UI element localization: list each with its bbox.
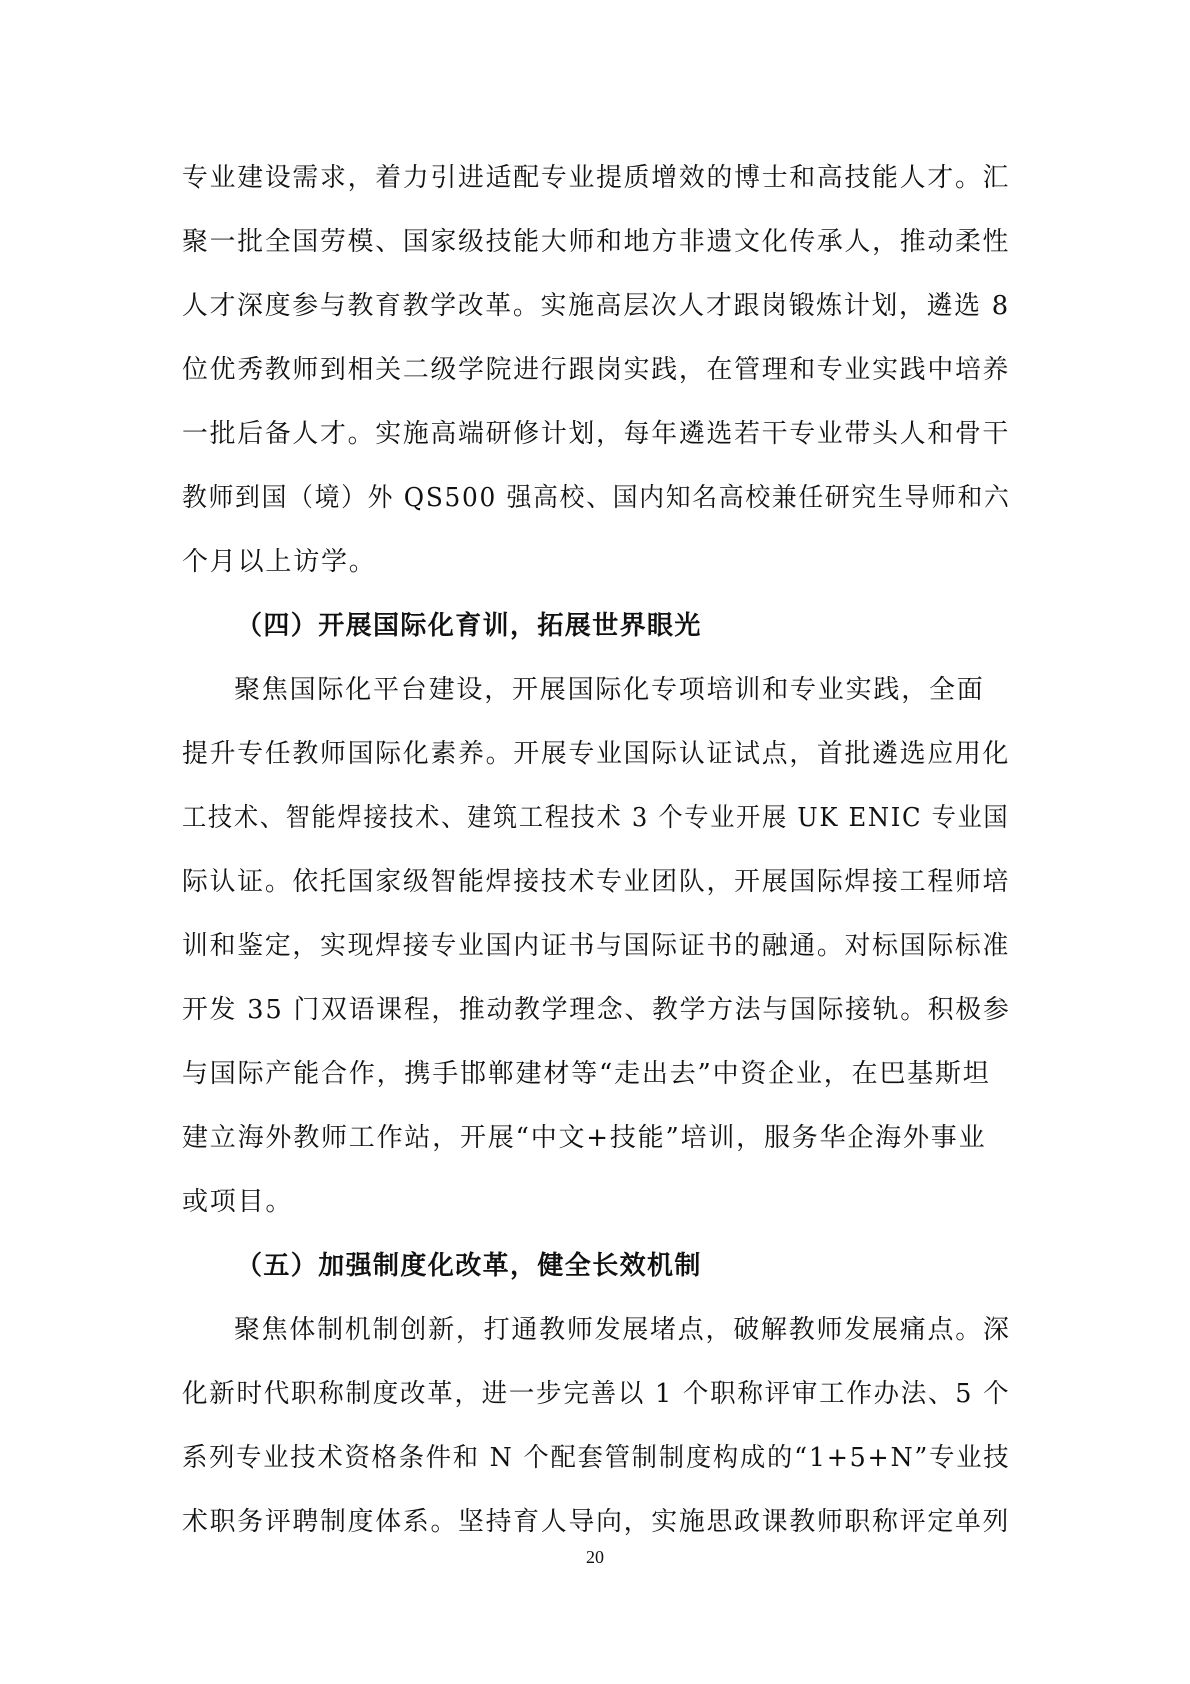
text-line: 一批后备人才。实施高端研修计划，每年遴选若干专业带头人和骨干: [182, 419, 1011, 449]
text-line: 提升专任教师国际化素养。开展专业国际认证试点，首批遴选应用化: [182, 739, 1011, 769]
text-line: 术职务评聘制度体系。坚持育人导向，实施思政课教师职称评定单列: [182, 1507, 1011, 1537]
text-line: 系列专业技术资格条件和 N 个配套管制制度构成的“1+5+N”专业技: [182, 1443, 1011, 1473]
text-line: 聚一批全国劳模、国家级技能大师和地方非遗文化传承人，推动柔性: [182, 227, 1011, 257]
text-line: 开发 35 门双语课程，推动教学理念、教学方法与国际接轨。积极参: [182, 995, 1011, 1025]
text-line: 工技术、智能焊接技术、建筑工程技术 3 个专业开展 UK ENIC 专业国: [182, 803, 1010, 833]
text-line: 专业建设需求，着力引进适配专业提质增效的博士和高技能人才。汇: [182, 163, 1011, 193]
text-line: 建立海外教师工作站，开展“中文+技能”培训，服务华企海外事业: [182, 1123, 987, 1153]
text-line: 化新时代职称制度改革，进一步完善以 1 个职称评审工作办法、5 个: [182, 1379, 1011, 1409]
text-line: 个月以上访学。: [182, 547, 377, 577]
section-heading-5: （五）加强制度化改革，健全长效机制: [236, 1251, 702, 1281]
page-number: 20: [586, 1547, 604, 1567]
text-line: 人才深度参与教育教学改革。实施高层次人才跟岗锻炼计划，遴选 8: [182, 291, 1010, 321]
text-line: 教师到国（境）外 QS500 强高校、国内知名高校兼任研究生导师和六: [182, 483, 1011, 513]
text-line: 位优秀教师到相关二级学院进行跟岗实践，在管理和专业实践中培养: [182, 355, 1011, 385]
text-line: 或项目。: [182, 1187, 294, 1217]
text-line: 训和鉴定，实现焊接专业国内证书与国际证书的融通。对标国际标准: [182, 931, 1011, 961]
text-line: 聚焦国际化平台建设，开展国际化专项培训和专业实践，全面: [234, 675, 985, 705]
document-body: [182, 146, 1010, 1554]
text-line: 聚焦体制机制创新，打通教师发展堵点，破解教师发展痛点。深: [233, 1315, 1011, 1345]
text-line: 际认证。依托国家级智能焊接技术专业团队，开展国际焊接工程师培: [182, 867, 1011, 897]
text-line: 与国际产能合作，携手邯郸建材等“走出去”中资企业，在巴基斯坦: [182, 1059, 991, 1089]
section-heading-4: （四）开展国际化育训，拓展世界眼光: [236, 611, 702, 641]
